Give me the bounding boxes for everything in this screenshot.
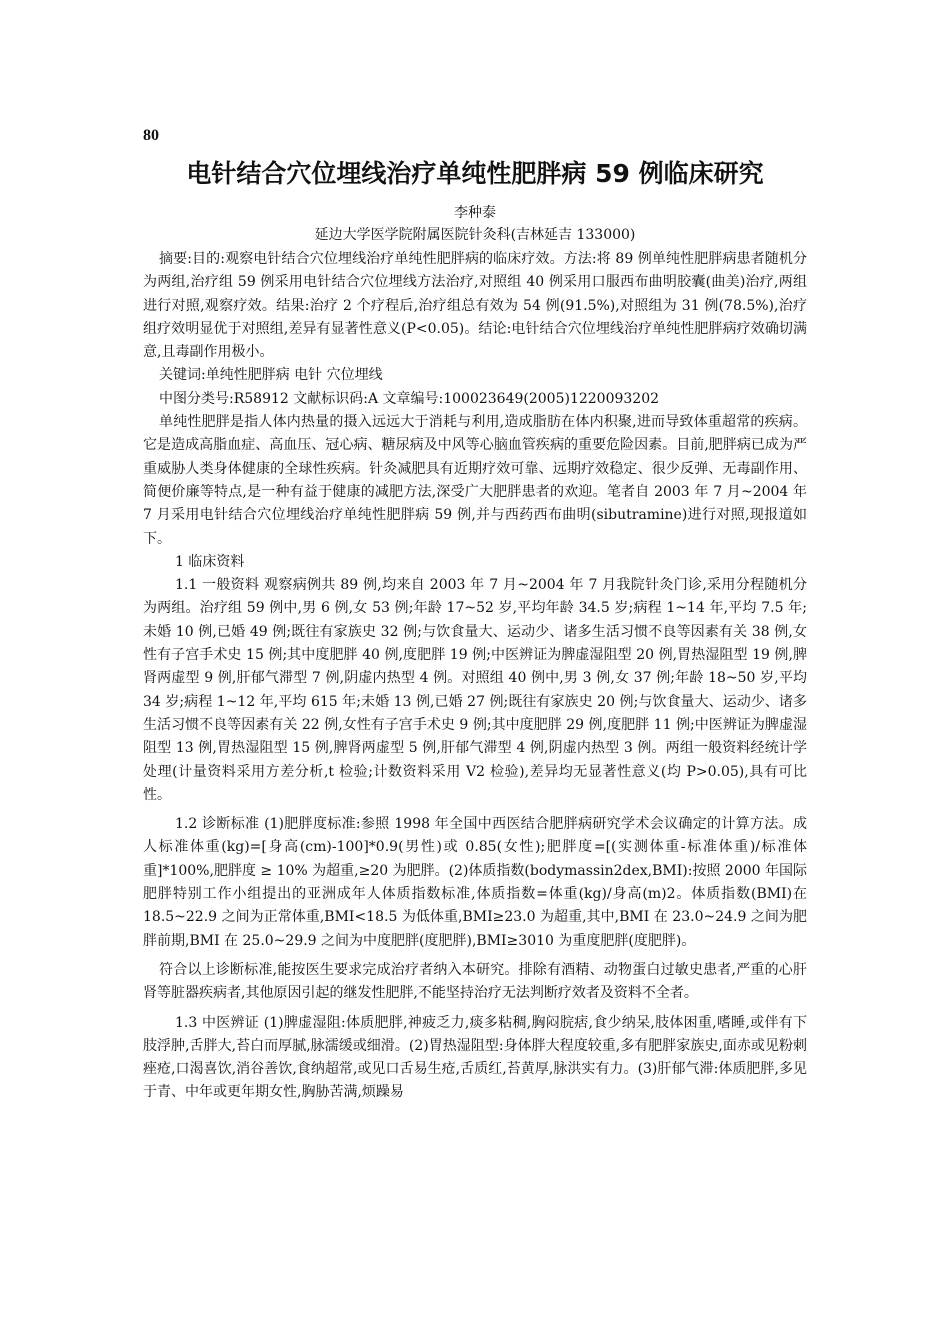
abstract-paragraph: 摘要:目的:观察电针结合穴位埋线治疗单纯性肥胖病的临床疗效。方法:将 89 例单纯性肥胖病患者随机分为两组,治疗组 59 例采用电针结合穴位埋线方法治疗,对照组 40 例采用口服西布曲明胶囊(曲美)治疗,两组进行对照,观察疗效。结果:治疗 2 个疗程后,治疗组总有效为 54 例(91.5%),对照组为 31 例(78.5%),治疗组疗效明显优于对照组,差异有显著性意义(P<0.05)。结论:电针结合穴位埋线治疗单纯性肥胖病疗效确切满意,且毒副作用极小。 bbox=[143, 251, 807, 361]
intro-paragraph: 单纯性肥胖是指人体内热量的摄入远远大于消耗与利用,造成脂肪在体内积聚,进而导致体重超常的疾病。它是造成高脂血症、高血压、冠心病、糖尿病及中风等心脑血管疾病的重要危险因素。目前,肥胖病已成为严重威胁人类身体健康的全球性疾病。针灸减肥具有近期疗效可靠、远期疗效稳定、很少反弹、无毒副作用、简便价廉等特点,是一种有益于健康的减肥方法,深受广大肥胖患者的欢迎。笔者自 2003 年 7 月~2004 年 7 月采用电针结合穴位埋线治疗单纯性肥胖病 59 例,并与西药西布曲明(sibutramine)进行对照,现报道如下。 bbox=[143, 414, 807, 547]
article-title: 电针结合穴位埋线治疗单纯性肥胖病 59 例临床研究 bbox=[186, 159, 764, 188]
inclusion-criteria-paragraph: 符合以上诊断标准,能按医生要求完成治疗者纳入本研究。排除有酒精、动物蛋白过敏史患者,严重的心肝肾等脏器疾病者,其他原因引起的继发性肥胖,不能坚持治疗无法判断疗效者及资料不全者。 bbox=[143, 961, 807, 1002]
section-1-2-diagnostic-criteria: 1.2 诊断标准 (1)肥胖度标准:参照 1998 年全国中西医结合肥胖病研究学术会议确定的计算方法。成人标准体重(kg)=[身高(cm)-100]*0.9(男性)或 0.85(女性);肥胖度=[(实测体重-标准体重)/标准体重]*100%,肥胖度 ≥ 10% 为超重,≥20 为肥胖。(2)体质指数(bodymassin2dex,BMI):按照 2000 年国际肥胖特别工作小组提出的亚洲成年人体质指数标准,体质指数=体重(kg)/身高(m)2。体质指数(BMI)在 18.5~22.9 之间为正常体重,BMI<18.5 为低体重,BMI≥23.0 为超重,其中,BMI 在 23.0~24.9 之间为肥胖前期,BMI 在 25.0~29.9 之间为中度肥胖(度肥胖),BMI≥3010 为重度肥胖(度肥胖)。 bbox=[143, 816, 807, 949]
author-name: 李种泰 bbox=[454, 205, 496, 221]
section-1-1-general-data: 1.1 一般资料 观察病例共 89 例,均来自 2003 年 7 月~2004 年 7 月我院针灸门诊,采用分程随机分为两组。治疗组 59 例中,男 6 例,女 53 例;年龄 17~52 岁,平均年龄 34.5 岁;病程 1~14 年,平均 7.5 年;未婚 10 例,已婚 49 例;既往有家族史 32 例;与饮食量大、运动少、诸多生活习惯不良等因素有关 38 例,女性有子宫手术史 15 例;其中度肥胖 40 例,度肥胖 19 例;中医辨证为脾虚湿阻型 20 例,胃热湿阻型 19 例,脾肾两虚型 9 例,肝郁气滞型 7 例,阴虚内热型 4 例。对照组 40 例中,男 3 例,女 37 例;年龄 18~50 岁,平均 34 岁;病程 1~12 年,平均 615 年;未婚 13 例,已婚 27 例;既往有家族史 20 例;与饮食量大、运动少、诸多生活习惯不良等因素有关 22 例,女性有子宫手术史 9 例;其中度肥胖 29 例,度肥胖 11 例;中医辨证为脾虚湿阻型 13 例,胃热湿阻型 15 例,脾肾两虚型 5 例,肝郁气滞型 4 例,阴虚内热型 3 例。两组一般资料经统计学处理(计量资料采用方差分析,t 检验;计数资料采用 V2 检验),差异均无显著性意义(均 P>0.05),具有可比性。 bbox=[143, 577, 807, 803]
page-number: 80 bbox=[143, 127, 159, 144]
classification-line: 中图分类号:R58912 文献标识码:A 文章编号:100023649(2005)1220093202 bbox=[159, 390, 660, 407]
section-1-3-tcm-differentiation: 1.3 中医辨证 (1)脾虚湿阻:体质肥胖,神疲乏力,痰多粘稠,胸闷脘痞,食少纳呆,肢体困重,嗜睡,或伴有下肢浮肿,舌胖大,苔白而厚腻,脉濡缓或细滑。(2)胃热湿阻型:身体胖大程度较重,多有肥胖家族史,面赤或见粉刺痤疮,口渴喜饮,消谷善饮,食纳超常,或见口舌易生疮,舌质红,苔黄厚,脉洪实有力。(3)肝郁气滞:体质肥胖,多见于青、中年或更年期女性,胸胁苦满,烦躁易 bbox=[143, 1014, 807, 1101]
document-page bbox=[143, 120, 807, 1105]
section-heading-clinical-data: 1 临床资料 bbox=[175, 553, 245, 570]
author-affiliation: 延边大学医学院附属医院针灸科(吉林延吉 133000) bbox=[314, 227, 636, 243]
keywords-line: 关键词:单纯性肥胖病 电针 穴位埋线 bbox=[159, 367, 383, 384]
